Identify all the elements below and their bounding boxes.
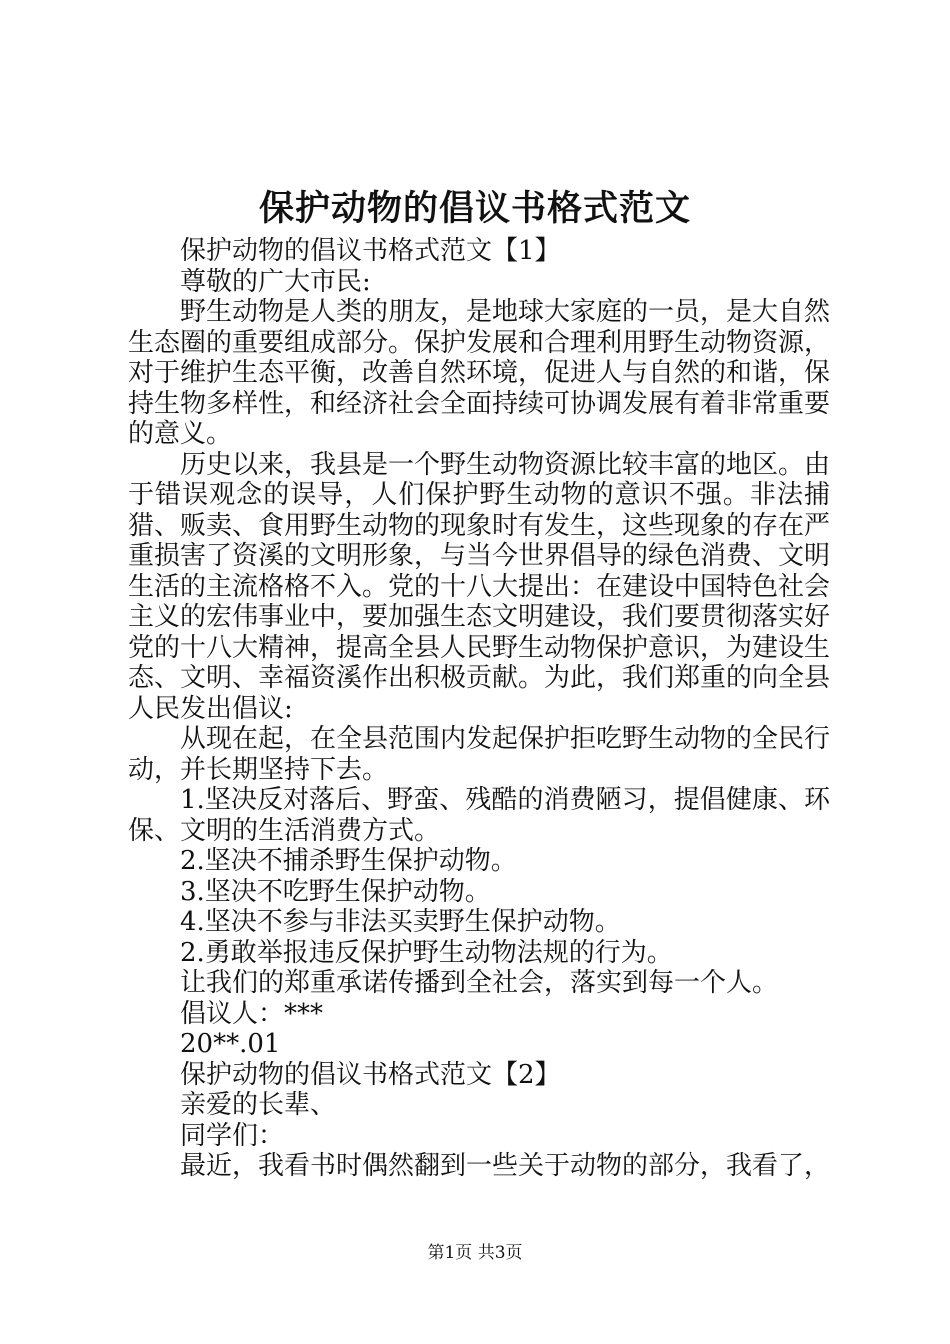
salutation: 亲爱的长辈、 [180,1090,337,1120]
list-item: 3.坚决不吃野生保护动物。 [180,876,491,907]
section-heading-1: 保护动物的倡议书格式范文【1】 [180,236,561,266]
list-item: 2.勇敢举报违反保护野生动物法规的行为。 [180,937,673,968]
body-paragraph: 最近，我看书时偶然翻到一些关于动物的部分，我看了， [180,1151,831,1181]
list-item: 4.坚决不参与非法买卖野生保护动物。 [180,907,621,937]
document-title: 保护动物的倡议书格式范文 [258,188,691,229]
body-paragraph: 让我们的郑重承诺传播到全社会，落实到每一个人。 [180,968,779,998]
signature-line: 倡议人：*** [180,998,324,1029]
page-footer: 第1页 共3页 [427,1243,523,1263]
body-paragraph: 野生动物是人类的朋友，是地球大家庭的一员，是大自然生态圈的重要组成部分。保护发展和合理利用野生动物资源，对于维护生态平衡，改善自然环境，促进人与自然的和谐，保持生物多样性，和经济社会全面持续可协调发展有着非常重要的意义。 [128,297,831,449]
salutation: 尊敬的广大市民: [180,266,371,297]
date-line: 20**.01 [180,1029,281,1059]
list-item: 2.坚决不捕杀野生保护动物。 [180,846,517,876]
body-paragraph: 历史以来，我县是一个野生动物资源比较丰富的地区。由于错误观念的误导，人们保护野生动物的意识不强。非法捕猎、贩卖、食用野生动物的现象时有发生，这些现象的存在严重损害了资溪的文明形象，与当今世界倡导的绿色消费、文明生活的主流格格不入。党的十八大提出：在建设中国特色社会主义的宏伟事业中，要加强生态文明建设，我们要贯彻落实好党的十八大精神，提高全县人民野生动物保护意识，为建设生态、文明、幸福资溪作出积极贡献。为此，我们郑重的向全县人民发出倡议: [128,449,831,724]
body-paragraph: 从现在起，在全县范围内发起保护拒吃野生动物的全民行动，并长期坚持下去。 [128,724,831,785]
list-item: 1.坚决反对落后、野蛮、残酷的消费陋习，提倡健康、环保、文明的生活消费方式。 [128,785,830,846]
section-heading-2: 保护动物的倡议书格式范文【2】 [180,1059,561,1090]
document-body [128,236,830,1182]
salutation: 同学们： [180,1120,285,1151]
